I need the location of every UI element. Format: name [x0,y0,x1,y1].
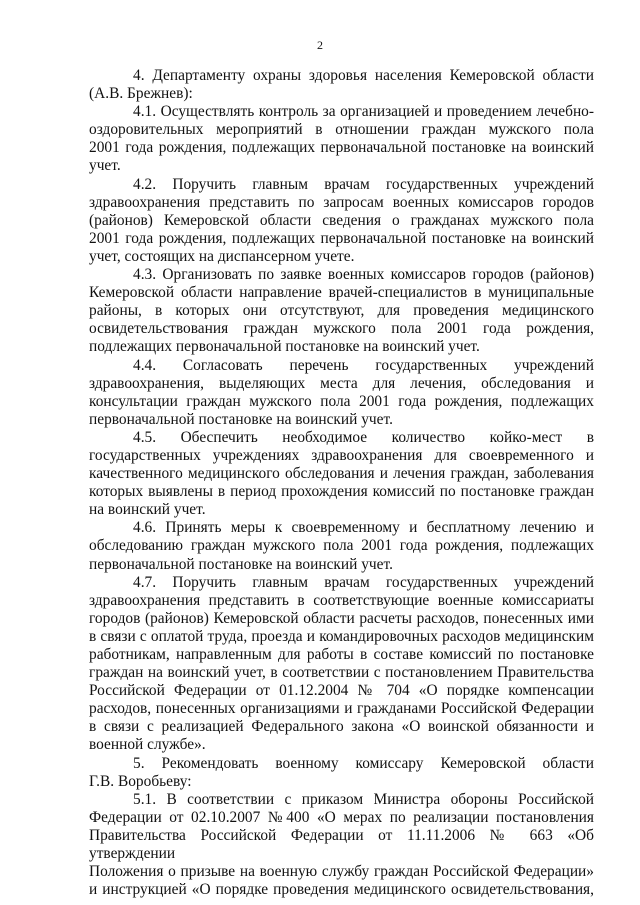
text-line: государственных учреждениях здравоохранения для своевременного и [89,446,594,464]
text-line: оздоровительных мероприятий в отношении граждан мужского пола [89,121,594,139]
paragraph-p4-2 [89,176,594,266]
paragraph-p4-7 [89,574,594,755]
page-number: 2 [317,38,323,52]
document-body [89,67,594,899]
text-line: качественного медицинского обследования и лечения граждан, заболевания [89,465,594,483]
text-line: которых выявлены в период прохождения комиссий по постановке граждан [89,483,594,501]
text-line: 4.5. Обеспечить необходимое количество койко-мест в [133,428,594,446]
paragraph-p5 [89,755,594,791]
paragraph-p4-3 [89,266,594,356]
text-line: (районов) Кемеровской области сведения о гражданах мужского пола [89,211,594,229]
text-line: учет, состоящих на диспансерном учете. [89,247,355,265]
paragraph-p4-1 [89,103,594,175]
text-line: городов (районов) Кемеровской области расчеты расходов, понесенных ими [89,609,594,627]
text-line: 2001 года рождения, подлежащих первоначальной постановке на воинский [89,139,594,157]
text-line: и инструкцией «О порядке проведения медицинского освидетельствования, [89,881,594,899]
text-line: 5.1. В соответствии с приказом Министра обороны Российской [133,790,594,808]
text-line: Федерации от 02.10.2007 №400 «О мерах по реализации постановления [89,808,594,826]
paragraph-p4-6 [89,519,594,573]
text-line: Кемеровской области направление врачей-специалистов в муниципальные [89,284,594,302]
paragraph-p4-5 [89,429,594,519]
text-line: учет. [89,157,121,175]
text-line: граждан на воинский учет, в соответствии с постановлением Правительства [89,664,594,682]
text-line: Российской Федерации от 01.12.2004 № 704 «О порядке компенсации [89,682,594,700]
text-line: (А.В. Брежнев): [89,85,193,103]
text-line: первоначальной постановке на воинский учет. [89,410,393,428]
text-line: здравоохранения представить по запросам военных комиссаров городов [89,193,594,211]
text-line: консультации граждан мужского пола 2001 года рождения, подлежащих [89,392,594,410]
text-line: 4.1. Осуществлять контроль за организацией и проведением лечебно- [133,103,594,121]
text-line: Положения о призыве на военную службу граждан Российской Федерации» [89,863,594,881]
text-line: военной службе». [89,736,206,754]
text-line: здравоохранения представить в соответствующие военные комиссариаты [89,591,594,609]
text-line: 4. Департаменту охраны здоровья населения Кемеровской области [133,67,594,84]
paragraph-p4 [89,67,594,103]
text-line: в связи с реализацией Федерального закона «О воинской обязанности и [89,718,594,736]
text-line: 4.7. Поручить главным врачам государственных учреждений [133,573,594,591]
text-line: 5. Рекомендовать военному комиссару Кемеровской области [133,754,594,772]
text-line: 4.3. Организовать по заявке военных комиссаров городов (районов) [133,266,594,284]
text-line: 4.6. Принять меры к своевременному и бесплатному лечению и [133,519,594,537]
text-line: первоначальной постановке на воинский учет. [89,555,393,573]
text-line: Г.В. Воробьеву: [89,772,192,790]
text-line: 2001 года рождения, подлежащих первоначальной постановке на воинский [89,229,594,247]
text-line: подлежащих первоначальной постановке на воинский учет. [89,338,480,356]
text-line: работникам, направленным для работы в составе комиссий по постановке [89,646,594,663]
text-line: в связи с оплатой труда, проезда и командировочных расходов медицинским [89,627,594,645]
text-line: здравоохранения, выделяющих места для лечения, обследования и [89,374,594,392]
text-line: освидетельствования граждан мужского пола 2001 года рождения, [89,320,594,338]
text-line: районы, в которых они отсутствуют, для проведения медицинского [89,302,594,320]
text-line: на воинский учет. [89,501,206,519]
text-line: обследованию граждан мужского пола 2001 года рождения, подлежащих [89,537,594,555]
paragraph-p4-4 [89,357,594,429]
text-line: расходов, понесенных организациями и гражданами Российской Федерации [89,700,594,718]
text-line: Правительства Российской Федерации от 11.11.2006 № 663 «Об утверждении [89,826,594,863]
text-line: 4.2. Поручить главным врачам государственных учреждений [133,175,594,193]
text-line: 4.4. Согласовать перечень государственных учреждений [133,356,594,374]
paragraph-p5-1 [89,791,594,900]
